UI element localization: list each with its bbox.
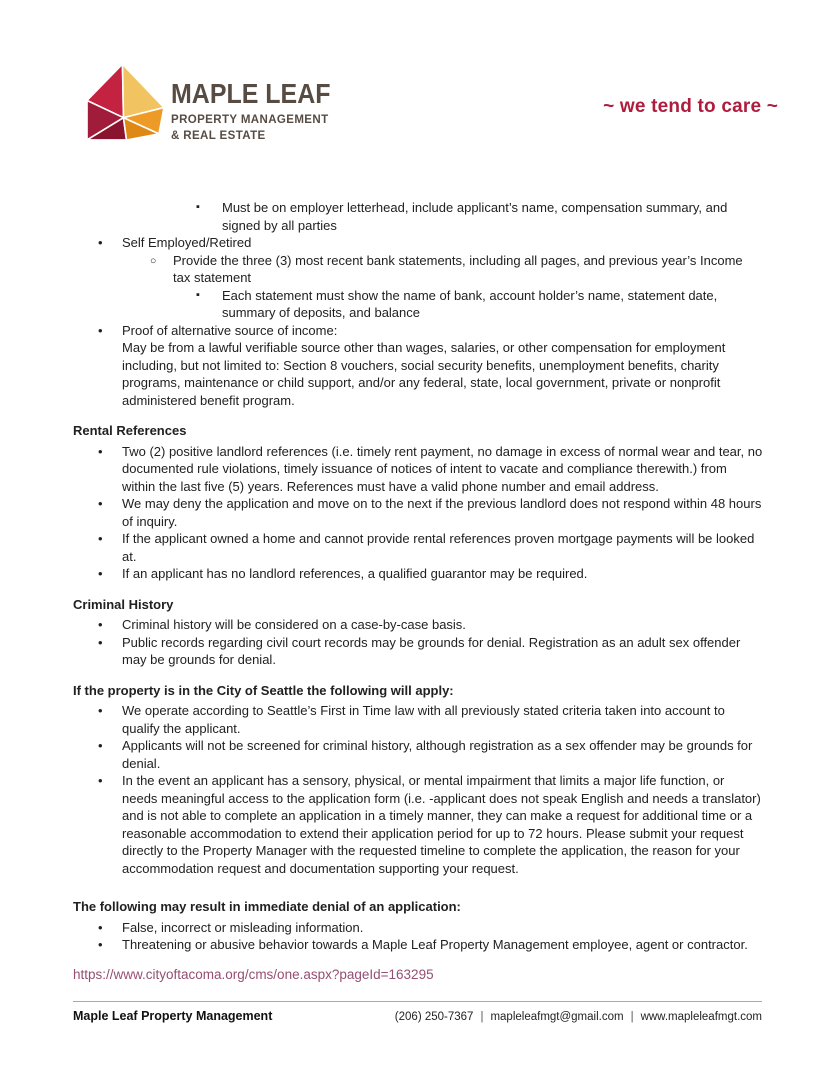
list-item-text: Must be on employer letterhead, include applicant’s name, compensation summary, and signed by all parties (222, 200, 728, 233)
bullet-icon: • (98, 703, 103, 718)
list-item-text: We operate according to Seattle’s First in Time law with all previously stated criteria taken into account to qualify the applicant. (122, 703, 725, 736)
section-heading: Rental References (73, 423, 187, 438)
section-heading: Criminal History (73, 596, 174, 612)
list-item-text: In the event an applicant has a sensory, physical, or mental impairment that limits a major life function, or needs meaningful access to the application form (i.e. -applicant does not speak English and needs a translator) and is not able to complete an application in a timely manner, they can make a request for additional time or a reasonable accommodation to extend their application period for up to 72 hours. Please submit your request directly to the Property Manager with the requested timeline to complete the application, the reason for your accommodation request and documentation supporting your request. (122, 773, 761, 876)
brand-name: MAPLE LEAF (171, 77, 331, 110)
section-income-verification (73, 199, 763, 409)
list-item-text: Each statement must show the name of bank, account holder’s name, statement date, summary of deposits, and balance (222, 287, 718, 320)
list-item (73, 936, 763, 954)
list-item (73, 322, 763, 410)
bullet-icon: • (98, 443, 103, 459)
footer-contact-info (395, 1011, 762, 1023)
list-item (73, 772, 763, 877)
footer-separator: | (630, 1011, 634, 1023)
list-item (73, 616, 763, 634)
bullet-icon: • (98, 634, 103, 650)
list-item-text: If an applicant has no landlord references, a qualified guarantor may be required. (122, 566, 588, 581)
list-item (73, 634, 763, 669)
document-body (73, 199, 763, 983)
bullet-icon: • (98, 919, 103, 935)
section-heading: The following may result in immediate denial of an application: (73, 899, 461, 914)
list-item (73, 495, 763, 530)
list-item (73, 234, 763, 252)
list-item-text: Two (2) positive landlord references (i.e. timely rent payment, no damage in excess of normal wear and tear, no documented rule violations, timely issuance of notices of intent to vacate and compliance therewith.) from within the last five (5) years. References must have a valid phone number and email address. (122, 443, 763, 494)
bullet-icon: • (98, 496, 103, 511)
company-logo-icon (86, 63, 165, 141)
list-item-text: Applicants will not be screened for criminal history, although registration as a sex offender may be grounds for denial. (122, 738, 753, 771)
bullet-icon: • (98, 531, 103, 546)
footer-company-name: Maple Leaf Property Management (73, 1009, 273, 1023)
section-heading: If the property is in the City of Seattle the following will apply: (73, 682, 454, 698)
bullet-icon: • (98, 937, 103, 952)
bullet-icon: • (98, 566, 103, 581)
footer-phone: (206) 250-7367 (394, 1011, 474, 1023)
bullet-icon: • (98, 235, 103, 250)
list-item (73, 530, 763, 565)
bullet-icon: • (98, 322, 103, 338)
list-item-text: Proof of alternative source of income: (122, 322, 338, 338)
section-city-of-seattle (73, 682, 763, 878)
square-bullet-icon: ▪ (196, 288, 200, 301)
footer-email: mapleleafmgt@gmail.com (490, 1011, 624, 1023)
list-item-continuation: May be from a lawful verifiable source other than wages, salaries, or other compensation for employment including, but not limited to: Section 8 vouchers, social security benefits, unemployment benefits, charity programs, maintenance or child support, and/or any federal, state, local government, private or nonprofit administered benefit program. (122, 340, 726, 408)
list-item-text: Self Employed/Retired (122, 235, 252, 250)
list-item (73, 737, 763, 772)
list-item (73, 199, 763, 234)
list-item-text: False, incorrect or misleading information. (122, 919, 364, 935)
brand-block (171, 77, 337, 142)
footer-divider (73, 1001, 762, 1002)
list-item-text: Provide the three (3) most recent bank statements, including all pages, and previous year’s Income tax statement (173, 252, 743, 285)
list-item-text: Criminal history will be considered on a case-by-case basis. (122, 617, 466, 632)
page-footer (73, 1009, 762, 1023)
brand-subtitle-1: PROPERTY MANAGEMENT (171, 112, 329, 126)
city-of-tacoma-link[interactable]: https://www.cityoftacoma.org/cms/one.aspx?pageId=163295 (73, 966, 434, 982)
bullet-icon: • (98, 738, 103, 753)
letterhead (86, 63, 778, 143)
section-criminal-history (73, 596, 763, 669)
list-item (73, 443, 763, 496)
list-item (73, 919, 763, 937)
list-item (73, 565, 763, 583)
list-item-text: We may deny the application and move on to the next if the previous landlord does not respond within 48 hours of inquiry. (122, 496, 762, 529)
list-item-text: Threatening or abusive behavior towards a Maple Leaf Property Management employee, agent or contractor. (122, 937, 748, 952)
footer-website: www.mapleleafmgt.com (640, 1011, 762, 1023)
circle-bullet-icon: ○ (150, 254, 157, 267)
section-immediate-denial (73, 898, 763, 954)
bullet-icon: • (98, 773, 103, 788)
company-tagline: ~ we tend to care ~ (603, 96, 778, 117)
list-item (73, 287, 763, 322)
bullet-icon: • (98, 617, 103, 632)
list-item-text: Public records regarding civil court records may be grounds for denial. Registration as an adult sex offender may be grounds for denial. (122, 634, 741, 667)
list-item (73, 252, 763, 287)
list-item-text: If the applicant owned a home and cannot provide rental references proven mortgage payments will be looked at. (122, 531, 755, 564)
list-item (73, 702, 763, 737)
brand-subtitle-2: & REAL ESTATE (171, 128, 266, 142)
section-rental-references (73, 422, 763, 583)
footer-separator: | (480, 1011, 484, 1023)
square-bullet-icon: ▪ (196, 201, 200, 213)
